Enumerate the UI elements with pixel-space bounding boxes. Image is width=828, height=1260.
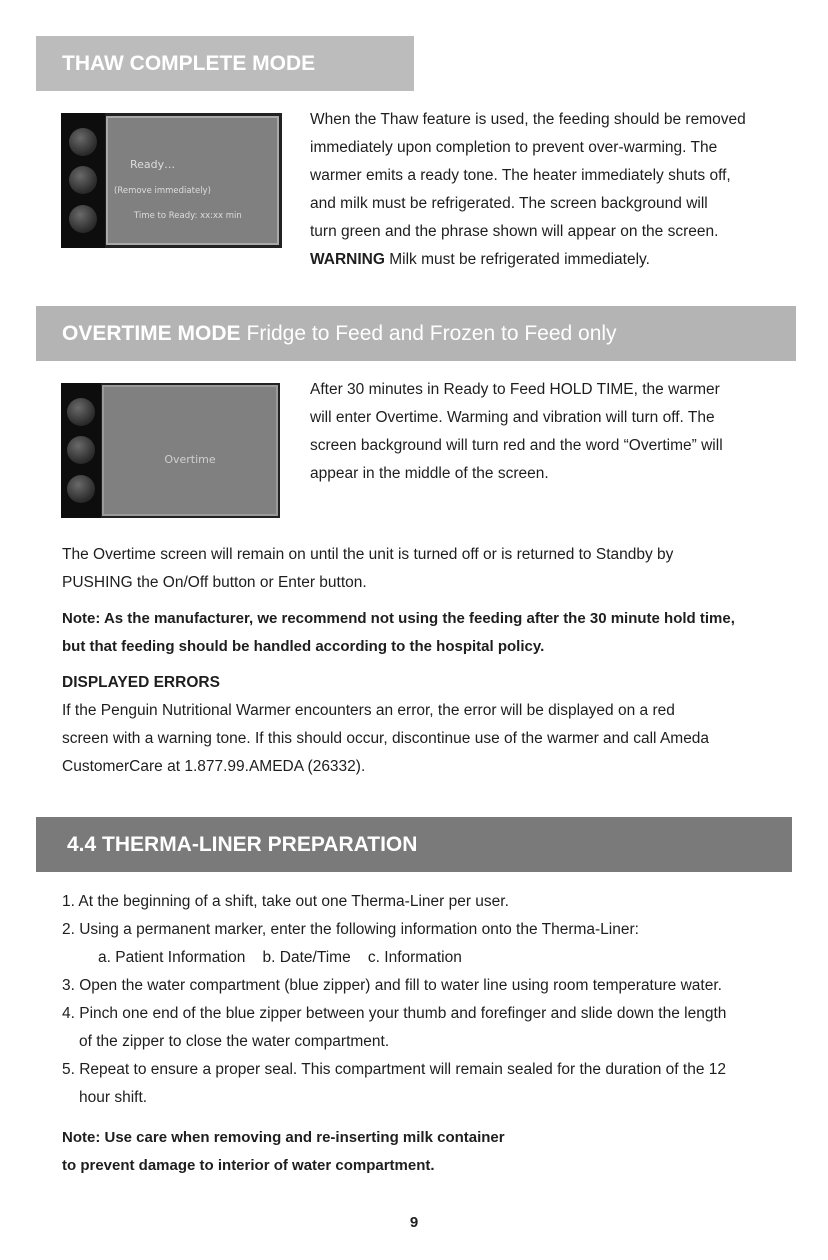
therma-steps [62,888,802,1112]
step-subitems: a. Patient Information b. Date/Time c. Information [98,949,462,966]
device-button-icon [67,436,95,464]
section-banner-therma-liner [36,817,792,872]
section-banner-thaw [36,36,414,91]
device-button-icon [69,166,97,194]
step-continuation: hour shift. [79,1089,148,1106]
note-line: Note: Use care when removing and re-inserting milk container [62,1129,505,1146]
note-line: but that feeding should be handled according to the hospital policy. [62,638,545,655]
text-line: CustomerCare at 1.877.99.AMEDA (26332). [62,758,366,775]
section-subtitle: Fridge to Feed and Frozen to Feed only [246,321,617,345]
device-buttons [61,113,105,248]
device-buttons [61,383,101,518]
warning-line [310,246,790,274]
therma-note [62,1124,662,1180]
display-overtime-text: Overtime [164,453,216,466]
text-line: When the Thaw feature is used, the feeding should be removed [310,111,746,128]
display-line-ready: Ready… [130,158,176,171]
errors-body [62,697,802,781]
text-line: warmer emits a ready tone. The heater immediately shuts off, [310,167,731,184]
display-line-remove: (Remove immediately) [114,186,211,196]
device-display [102,385,278,516]
warning-text: Milk must be refrigerated immediately. [384,251,650,268]
device-button-icon [69,205,97,233]
warning-label: WARNING [310,251,385,268]
text-line: will enter Overtime. Warming and vibration will turn off. The [310,409,715,426]
device-button-icon [67,475,95,503]
text-line: immediately upon completion to prevent over-warming. The [310,139,718,156]
text-line: The Overtime screen will remain on until the unit is turned off or is returned to Standby by [62,546,674,563]
overtime-body [62,541,802,597]
step-line: 2. Using a permanent marker, enter the following information onto the Therma-Liner: [62,921,639,938]
note-line: to prevent damage to interior of water compartment. [62,1157,435,1174]
page-number: 9 [409,1214,419,1231]
text-line: screen background will turn red and the word “Overtime” will [310,437,723,454]
thaw-screen-image [61,113,282,248]
overtime-screen-image [61,383,280,518]
text-line: After 30 minutes in Ready to Feed HOLD TIME, the warmer [310,381,720,398]
device-button-icon [67,398,95,426]
step-line: 5. Repeat to ensure a proper seal. This compartment will remain sealed for the duration of the 12 [62,1061,726,1078]
thaw-description [310,106,790,274]
text-line: appear in the middle of the screen. [310,465,549,482]
section-title: 4.4 THERMA-LINER PREPARATION [67,832,418,856]
text-line: PUSHING the On/Off button or Enter button. [62,574,367,591]
overtime-description [310,376,790,488]
step-line: 4. Pinch one end of the blue zipper between your thumb and forefinger and slide down the length [62,1005,727,1022]
text-line: If the Penguin Nutritional Warmer encounters an error, the error will be displayed on a red [62,702,675,719]
device-display [106,116,279,245]
overtime-note [62,605,812,661]
step-line: 3. Open the water compartment (blue zipper) and fill to water line using room temperature water. [62,977,722,994]
section-banner-overtime [36,306,796,361]
section-title: THAW COMPLETE MODE [62,51,316,75]
text-line: and milk must be refrigerated. The screen background will [310,195,708,212]
text-line: turn green and the phrase shown will appear on the screen. [310,223,719,240]
note-line: Note: As the manufacturer, we recommend not using the feeding after the 30 minute hold time, [62,610,735,627]
step-line: 1. At the beginning of a shift, take out one Therma-Liner per user. [62,893,509,910]
section-title: OVERTIME MODE [62,321,241,345]
text-line: screen with a warning tone. If this should occur, discontinue use of the warmer and call Ameda [62,730,710,747]
step-continuation: of the zipper to close the water compartment. [79,1033,390,1050]
errors-heading: DISPLAYED ERRORS [62,674,220,691]
display-line-time: Time to Ready: xx:xx min [134,211,242,221]
device-button-icon [69,128,97,156]
